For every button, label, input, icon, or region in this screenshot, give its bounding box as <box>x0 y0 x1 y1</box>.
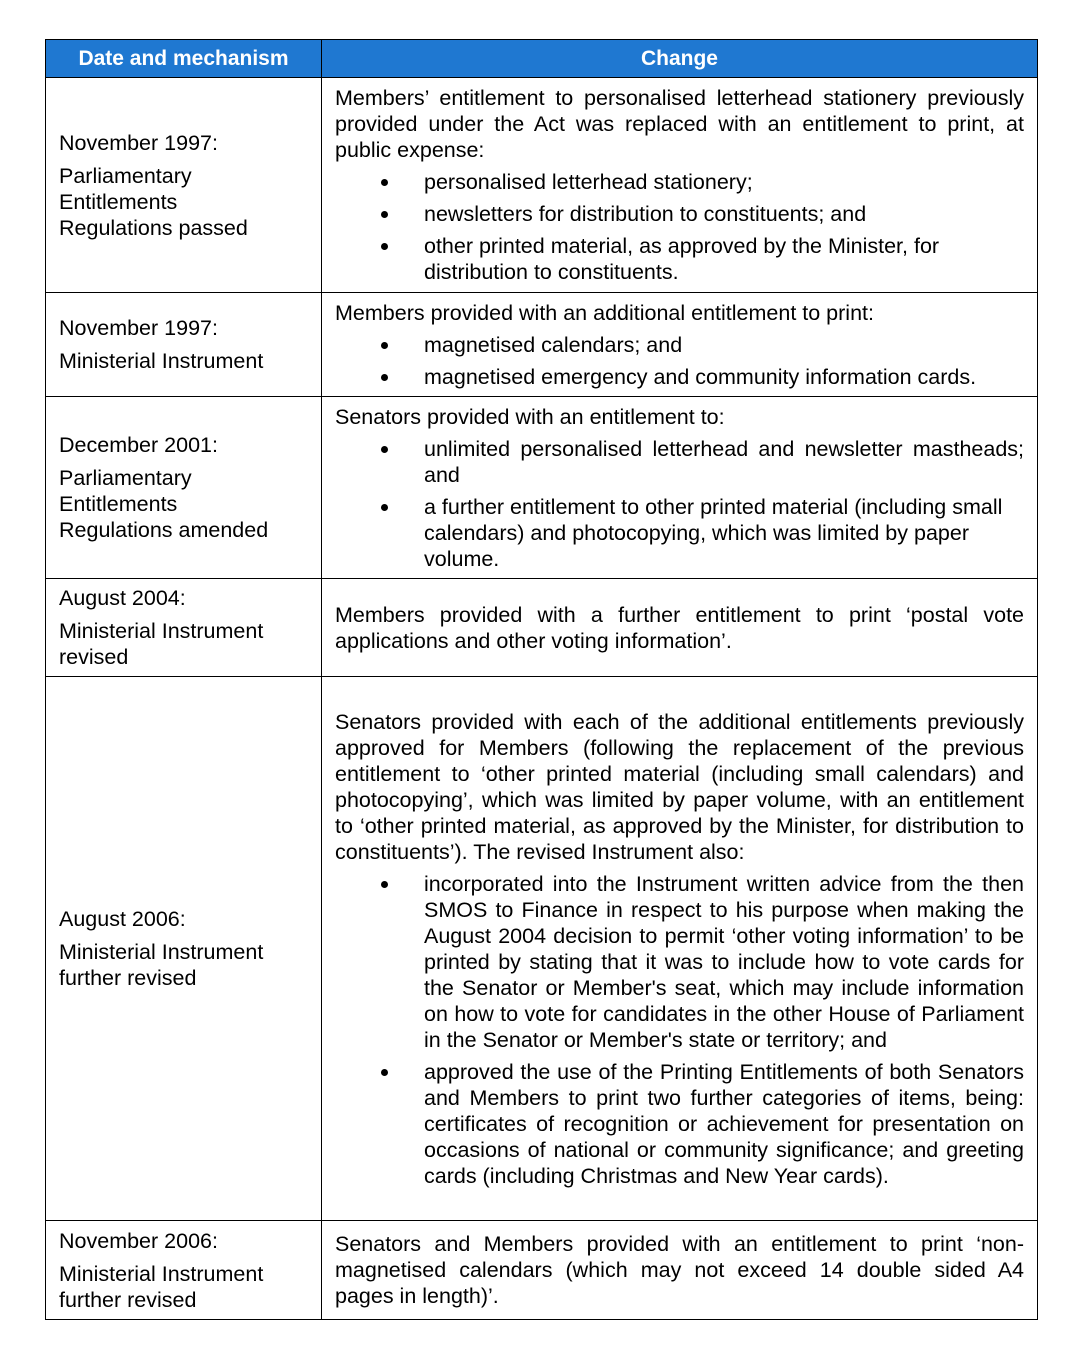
list-item: other printed material, as approved by the Minister, for distribution to constituents. <box>335 233 1024 285</box>
row-date: November 1997: <box>59 130 218 155</box>
date-cell <box>46 1221 322 1320</box>
list-item: magnetised emergency and community information cards. <box>335 364 1024 390</box>
change-cell <box>322 579 1038 677</box>
bullet-icon <box>381 504 388 511</box>
list-item: newsletters for distribution to constituents; and <box>335 201 1024 227</box>
bullet-icon <box>381 374 388 381</box>
list-item: personalised letterhead stationery; <box>335 169 1024 195</box>
bullet-icon <box>381 881 388 888</box>
change-intro: Members provided with a further entitlement to print ‘postal vote applications and other voting information’. <box>335 602 1024 653</box>
row-date: December 2001: <box>59 433 218 457</box>
bullet-list <box>335 436 1024 572</box>
list-item: incorporated into the Instrument written advice from the then SMOS to Finance in respect to his purpose when making the August 2004 decision to permit ‘other voting information’ to be printed by stating that it was to include how to vote cards for the Senator or Member's seat, which may include information on how to vote for candidates in the other House of Parliament in the Senator or Member's state or territory; and <box>335 871 1024 1053</box>
list-item: unlimited personalised letterhead and newsletter mastheads; and <box>335 436 1024 488</box>
row-date: November 1997: <box>59 316 218 340</box>
row-date: August 2004: <box>59 586 186 610</box>
bullet-list <box>335 871 1024 1189</box>
date-cell <box>46 78 322 293</box>
column-header-date: Date and mechanism <box>46 40 322 78</box>
date-cell <box>46 293 322 397</box>
change-intro: Senators and Members provided with an entitlement to print ‘non-magnetised calendars (which may not exceed 14 double sided A4 pages in length)’. <box>335 1232 1024 1308</box>
table-row <box>46 1221 1038 1320</box>
row-mechanism: Parliamentary Entitlements Regulations passed <box>59 163 248 240</box>
entitlements-table <box>45 39 1038 1320</box>
table-row <box>46 397 1038 579</box>
table-row <box>46 677 1038 1221</box>
row-date: November 2006: <box>59 1228 218 1253</box>
bullet-icon <box>381 243 388 250</box>
change-cell <box>322 78 1038 293</box>
row-mechanism: Parliamentary Entitlements Regulations amended <box>59 466 269 542</box>
table-row <box>46 78 1038 293</box>
list-item: a further entitlement to other printed material (including small calendars) and photocopying, which was limited by paper volume. <box>335 494 1024 572</box>
date-cell <box>46 677 322 1221</box>
bullet-icon <box>381 211 388 218</box>
change-intro: Members’ entitlement to personalised letterhead stationery previously provided under the Act was replaced with an entitlement to print, at public expense: <box>335 86 1024 162</box>
change-intro: Members provided with an additional entitlement to print: <box>335 300 874 325</box>
change-cell <box>322 677 1038 1221</box>
bullet-icon <box>381 1069 388 1076</box>
bullet-icon <box>381 342 388 349</box>
row-mechanism: Ministerial Instrument <box>59 349 264 373</box>
date-cell <box>46 579 322 677</box>
row-mechanism: Ministerial Instrument further revised <box>59 940 264 990</box>
bullet-icon <box>381 446 388 453</box>
change-cell <box>322 293 1038 397</box>
bullet-list <box>335 332 1024 390</box>
bullet-icon <box>381 179 388 186</box>
row-mechanism: Ministerial Instrument revised <box>59 619 264 669</box>
table-row <box>46 293 1038 397</box>
column-header-change: Change <box>322 40 1038 78</box>
list-item: magnetised calendars; and <box>335 332 1024 358</box>
change-cell <box>322 397 1038 579</box>
header-row <box>46 40 1038 78</box>
change-cell <box>322 1221 1038 1320</box>
change-intro: Senators provided with an entitlement to: <box>335 404 725 429</box>
list-item: approved the use of the Printing Entitlements of both Senators and Members to print two further categories of items, being: certificates of recognition or achievement for presentation on occasions of national or community significance; and greeting cards (including Christmas and New Year cards). <box>335 1059 1024 1189</box>
date-cell <box>46 397 322 579</box>
row-date: August 2006: <box>59 907 186 931</box>
row-mechanism: Ministerial Instrument further revised <box>59 1261 264 1312</box>
table-row <box>46 579 1038 677</box>
change-intro: Senators provided with each of the additional entitlements previously approved for Members (following the replacement of the previous entitlement to ‘other printed material (including small calendars) and photocopying’, which was limited by paper volume, with an entitlement to ‘other printed material, as approved by the Minister, for distribution to constituents’). The revised Instrument also: <box>335 709 1024 864</box>
bullet-list <box>335 169 1024 285</box>
